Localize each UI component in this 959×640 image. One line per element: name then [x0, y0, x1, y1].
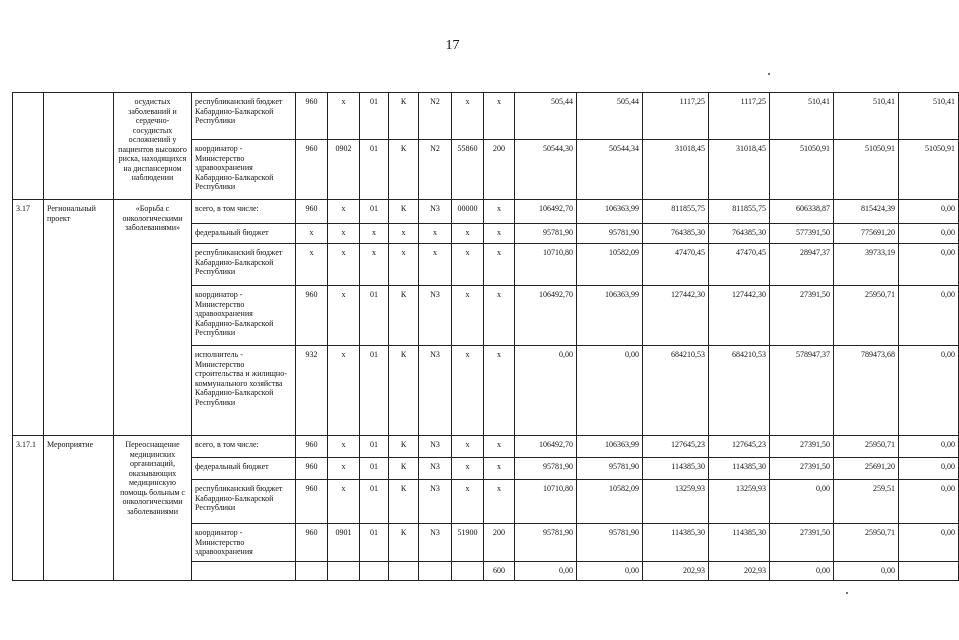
code-cell: x	[328, 458, 360, 480]
code-cell: 960	[296, 140, 328, 200]
amount-cell	[899, 561, 959, 580]
code-cell	[296, 561, 328, 580]
scan-speck	[768, 73, 770, 75]
amount-cell: 202,93	[643, 561, 709, 580]
row-name: осудистых заболеваний и сердечно-сосудистых осложнений у пациентов высокого риска, находящихся на диспансерном наблюдении	[114, 93, 192, 200]
amount-cell: 0,00	[577, 346, 643, 436]
code-cell: 01	[360, 140, 389, 200]
amount-cell: 1117,25	[643, 93, 709, 140]
code-cell: x	[389, 224, 419, 244]
amount-cell: 95781,90	[577, 224, 643, 244]
amount-cell: 775691,20	[834, 224, 899, 244]
amount-cell: 578947,37	[770, 346, 834, 436]
amount-cell: 0,00	[515, 346, 577, 436]
code-cell: x	[419, 244, 452, 286]
amount-cell: 95781,90	[577, 458, 643, 480]
amount-cell: 106492,70	[515, 436, 577, 458]
code-cell: x	[328, 286, 360, 346]
amount-cell: 50544,30	[515, 140, 577, 200]
amount-cell: 25950,71	[834, 286, 899, 346]
amount-cell: 25950,71	[834, 436, 899, 458]
amount-cell: 95781,90	[577, 524, 643, 562]
responsible-cell: республиканский бюджет Кабардино-Балкарской Республики	[192, 480, 296, 524]
amount-cell: 95781,90	[515, 224, 577, 244]
amount-cell: 684210,53	[709, 346, 770, 436]
code-cell: x	[389, 244, 419, 286]
code-cell: N3	[419, 458, 452, 480]
code-cell: К	[389, 200, 419, 224]
amount-cell: 202,93	[709, 561, 770, 580]
amount-cell: 0,00	[770, 480, 834, 524]
amount-cell: 0,00	[899, 286, 959, 346]
amount-cell: 0,00	[899, 346, 959, 436]
amount-cell: 127645,23	[709, 436, 770, 458]
code-cell: x	[484, 224, 515, 244]
code-cell: 960	[296, 480, 328, 524]
code-cell: К	[389, 524, 419, 562]
responsible-cell: федеральный бюджет	[192, 224, 296, 244]
amount-cell: 510,41	[834, 93, 899, 140]
amount-cell: 31018,45	[709, 140, 770, 200]
responsible-cell: координатор - Министерство здравоохранения	[192, 524, 296, 562]
amount-cell: 39733,19	[834, 244, 899, 286]
amount-cell: 684210,53	[643, 346, 709, 436]
responsible-cell: всего, в том числе:	[192, 436, 296, 458]
amount-cell: 0,00	[899, 224, 959, 244]
table-row	[13, 93, 959, 140]
code-cell: x	[484, 458, 515, 480]
row-name: Переоснащение медицинских организаций, оказывающих медицинскую помощь больным с онкологическими заболеваниями	[114, 436, 192, 581]
code-cell: x	[484, 436, 515, 458]
code-cell: N3	[419, 200, 452, 224]
code-cell: x	[296, 244, 328, 286]
code-cell: N3	[419, 346, 452, 436]
amount-cell: 764385,30	[643, 224, 709, 244]
amount-cell: 13259,93	[643, 480, 709, 524]
code-cell: x	[328, 93, 360, 140]
amount-cell: 27391,50	[770, 458, 834, 480]
code-cell: К	[389, 480, 419, 524]
code-cell: N2	[419, 93, 452, 140]
amount-cell: 114385,30	[709, 524, 770, 562]
code-cell: N3	[419, 524, 452, 562]
amount-cell: 0,00	[899, 480, 959, 524]
amount-cell: 106363,99	[577, 200, 643, 224]
responsible-cell: республиканский бюджет Кабардино-Балкарской Республики	[192, 244, 296, 286]
amount-cell: 505,44	[515, 93, 577, 140]
code-cell: 200	[484, 140, 515, 200]
amount-cell: 25950,71	[834, 524, 899, 562]
amount-cell: 25691,20	[834, 458, 899, 480]
code-cell: 200	[484, 524, 515, 562]
amount-cell: 50544,34	[577, 140, 643, 200]
code-cell: 51900	[452, 524, 484, 562]
responsible-cell	[192, 561, 296, 580]
amount-cell: 106492,70	[515, 200, 577, 224]
amount-cell: 0,00	[515, 561, 577, 580]
amount-cell: 1117,25	[709, 93, 770, 140]
code-cell: x	[360, 224, 389, 244]
amount-cell: 31018,45	[643, 140, 709, 200]
amount-cell: 13259,93	[709, 480, 770, 524]
amount-cell: 106363,99	[577, 436, 643, 458]
code-cell: N2	[419, 140, 452, 200]
table-row	[13, 200, 959, 224]
code-cell: x	[328, 244, 360, 286]
amount-cell: 0,00	[899, 458, 959, 480]
code-cell: x	[296, 224, 328, 244]
code-cell: 960	[296, 436, 328, 458]
amount-cell: 0,00	[899, 524, 959, 562]
amount-cell: 0,00	[899, 244, 959, 286]
code-cell: 55860	[452, 140, 484, 200]
amount-cell: 0,00	[577, 561, 643, 580]
code-cell: x	[360, 244, 389, 286]
amount-cell: 764385,30	[709, 224, 770, 244]
code-cell: К	[389, 346, 419, 436]
amount-cell: 106363,99	[577, 286, 643, 346]
amount-cell: 0,00	[834, 561, 899, 580]
row-number: 3.17	[13, 200, 44, 436]
code-cell: 01	[360, 286, 389, 346]
amount-cell: 27391,50	[770, 436, 834, 458]
row-name: «Борьба с онкологическими заболеваниями»	[114, 200, 192, 436]
row-type: Мероприятие	[44, 436, 114, 581]
table-row	[13, 436, 959, 458]
code-cell: 01	[360, 93, 389, 140]
amount-cell: 127645,23	[643, 436, 709, 458]
code-cell	[389, 561, 419, 580]
amount-cell: 27391,50	[770, 286, 834, 346]
code-cell	[419, 561, 452, 580]
amount-cell: 51050,91	[834, 140, 899, 200]
amount-cell: 577391,50	[770, 224, 834, 244]
responsible-cell: координатор - Министерство здравоохранения Кабардино-Балкарской Республики	[192, 286, 296, 346]
code-cell: x	[484, 346, 515, 436]
amount-cell: 47470,45	[643, 244, 709, 286]
amount-cell: 259,51	[834, 480, 899, 524]
code-cell: N3	[419, 480, 452, 524]
budget-table	[12, 92, 959, 581]
row-number: 3.17.1	[13, 436, 44, 581]
code-cell: 0901	[328, 524, 360, 562]
code-cell: К	[389, 140, 419, 200]
code-cell: 600	[484, 561, 515, 580]
code-cell: x	[452, 346, 484, 436]
amount-cell: 127442,30	[643, 286, 709, 346]
amount-cell: 811855,75	[643, 200, 709, 224]
code-cell: N3	[419, 286, 452, 346]
code-cell: x	[452, 244, 484, 286]
table-body	[13, 93, 959, 581]
code-cell: 960	[296, 286, 328, 346]
code-cell: К	[389, 458, 419, 480]
amount-cell: 10710,80	[515, 480, 577, 524]
code-cell: x	[328, 480, 360, 524]
code-cell: 00000	[452, 200, 484, 224]
code-cell: 932	[296, 346, 328, 436]
amount-cell: 28947,37	[770, 244, 834, 286]
code-cell: x	[452, 458, 484, 480]
responsible-cell: всего, в том числе:	[192, 200, 296, 224]
code-cell: 960	[296, 200, 328, 224]
responsible-cell: республиканский бюджет Кабардино-Балкарской Республики	[192, 93, 296, 140]
code-cell: x	[328, 224, 360, 244]
code-cell	[452, 561, 484, 580]
code-cell: x	[328, 346, 360, 436]
amount-cell: 51050,91	[899, 140, 959, 200]
code-cell: x	[419, 224, 452, 244]
responsible-cell: исполнитель - Министерство строительства и жилищно-коммунального хозяйства Кабардино-Балкарской Республики	[192, 346, 296, 436]
amount-cell: 606338,87	[770, 200, 834, 224]
amount-cell: 510,41	[770, 93, 834, 140]
code-cell: 01	[360, 200, 389, 224]
code-cell: x	[452, 93, 484, 140]
code-cell: 01	[360, 524, 389, 562]
code-cell: x	[328, 436, 360, 458]
amount-cell: 114385,30	[709, 458, 770, 480]
amount-cell: 10582,09	[577, 244, 643, 286]
code-cell: N3	[419, 436, 452, 458]
code-cell: 01	[360, 458, 389, 480]
code-cell	[328, 561, 360, 580]
code-cell: К	[389, 286, 419, 346]
amount-cell: 27391,50	[770, 524, 834, 562]
code-cell: x	[484, 93, 515, 140]
code-cell: x	[328, 200, 360, 224]
code-cell: x	[484, 286, 515, 346]
amount-cell: 815424,39	[834, 200, 899, 224]
code-cell: 0902	[328, 140, 360, 200]
code-cell	[360, 561, 389, 580]
page-number: 17	[445, 38, 460, 53]
amount-cell: 0,00	[770, 561, 834, 580]
code-cell: x	[484, 244, 515, 286]
code-cell: x	[452, 436, 484, 458]
scan-speck	[846, 592, 848, 594]
code-cell: 01	[360, 480, 389, 524]
code-cell: 960	[296, 458, 328, 480]
amount-cell: 47470,45	[709, 244, 770, 286]
code-cell: К	[389, 93, 419, 140]
code-cell: x	[452, 224, 484, 244]
row-type: Региональный проект	[44, 200, 114, 436]
amount-cell: 127442,30	[709, 286, 770, 346]
row-number	[13, 93, 44, 200]
amount-cell: 0,00	[899, 436, 959, 458]
code-cell: 01	[360, 436, 389, 458]
code-cell: x	[452, 480, 484, 524]
code-cell: 01	[360, 346, 389, 436]
amount-cell: 811855,75	[709, 200, 770, 224]
amount-cell: 505,44	[577, 93, 643, 140]
code-cell: x	[452, 286, 484, 346]
code-cell: К	[389, 436, 419, 458]
amount-cell: 114385,30	[643, 458, 709, 480]
amount-cell: 114385,30	[643, 524, 709, 562]
code-cell: 960	[296, 524, 328, 562]
amount-cell: 10710,80	[515, 244, 577, 286]
code-cell: x	[484, 200, 515, 224]
code-cell: 960	[296, 93, 328, 140]
responsible-cell: федеральный бюджет	[192, 458, 296, 480]
amount-cell: 10582,09	[577, 480, 643, 524]
amount-cell: 51050,91	[770, 140, 834, 200]
amount-cell: 0,00	[899, 200, 959, 224]
amount-cell: 95781,90	[515, 458, 577, 480]
amount-cell: 510,41	[899, 93, 959, 140]
amount-cell: 789473,68	[834, 346, 899, 436]
code-cell: x	[484, 480, 515, 524]
responsible-cell: координатор - Министерство здравоохранения Кабардино-Балкарской Республики	[192, 140, 296, 200]
row-type	[44, 93, 114, 200]
amount-cell: 106492,70	[515, 286, 577, 346]
amount-cell: 95781,90	[515, 524, 577, 562]
